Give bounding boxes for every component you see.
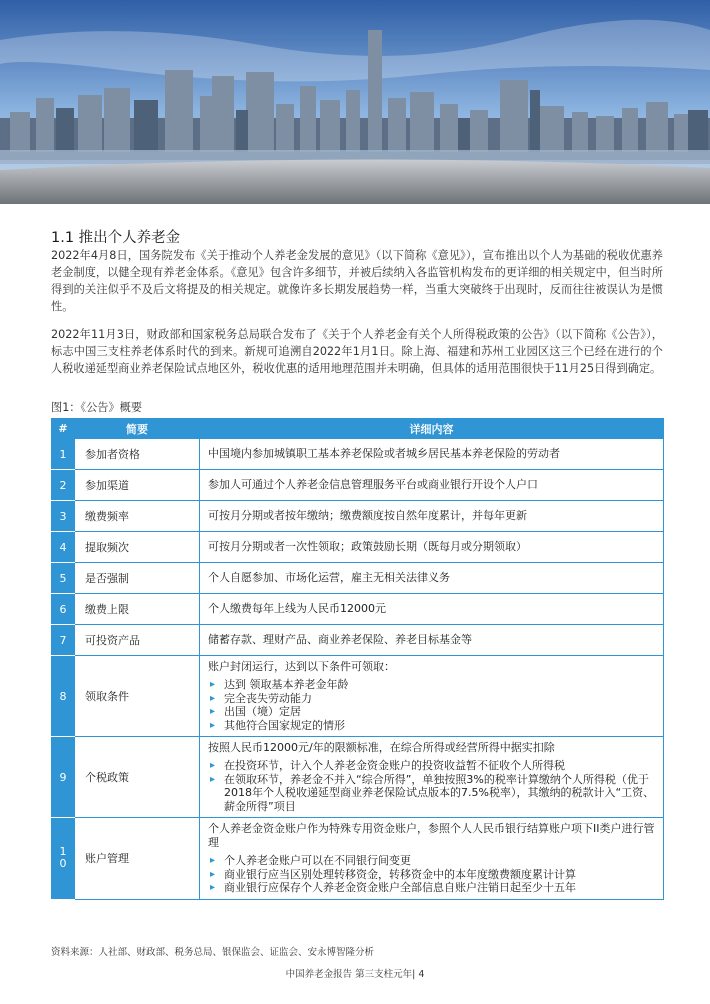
row-number: 6	[52, 594, 75, 625]
row-number	[52, 818, 75, 900]
row-summary: 参加渠道	[75, 470, 200, 501]
row-summary: 可投资产品	[75, 625, 200, 656]
row-summary: 个税政策	[75, 737, 200, 818]
row-summary: 参加者资格	[75, 439, 200, 470]
row-detail	[200, 737, 664, 818]
row-number: 7	[52, 625, 75, 656]
row-detail: 个人自愿参加、市场化运营，雇主无相关法律义务	[200, 563, 664, 594]
detail-lead: 按照人民币12000元/年的限额标准，在综合所得或经营所得中据实扣除	[208, 741, 555, 754]
list-item: ▸ 达到 领取基本养老金年龄	[208, 678, 655, 692]
table-row	[52, 439, 664, 470]
list-item: ▸ 商业银行应保存个人养老金资金账户全部信息自账户注销日起至少十五年	[208, 881, 655, 895]
list-item: ▸ 个人养老金账户可以在不同银行间变更	[208, 854, 655, 868]
column-header-summary: 简要	[75, 419, 200, 439]
page-footer: 中国养老金报告 第三支柱元年| 4	[285, 969, 425, 980]
row-number: 2	[52, 470, 75, 501]
row-number: 4	[52, 532, 75, 563]
list-item: ▸ 其他符合国家规定的情形	[208, 719, 655, 733]
list-item: ▸ 商业银行应当区别处理转移资金，转移资金中的本年度缴费额度累计计算	[208, 868, 655, 882]
table-row	[52, 594, 664, 625]
row-number: 9	[52, 737, 75, 818]
row-number: 1	[52, 439, 75, 470]
row-detail: 可按月分期或者一次性领取；政策鼓励长期（既每月或分期领取）	[200, 532, 664, 563]
table-row	[52, 532, 664, 563]
table-row	[52, 818, 664, 900]
detail-lead: 账户封闭运行，达到以下条件可领取：	[208, 660, 395, 673]
list-item: ▸ 在投资环节，计入个人养老金资金账户的投资收益暂不征收个人所得税	[208, 759, 655, 773]
table-row	[52, 470, 664, 501]
table-row	[52, 563, 664, 594]
row-summary: 是否强制	[75, 563, 200, 594]
figure-caption: 图1：《公告》概要	[51, 401, 143, 414]
city-skyline-banner	[0, 0, 710, 204]
bullet-list	[208, 759, 655, 813]
paragraph-announcement: 2022年11月3日，财政部和国家税务总局联合发布了《关于个人养老金有关个人所得税政策的公告》（以下简称《公告》），标志中国三支柱养老体系时代的到来。新规可追溯自2022年1月1日。除上海、福建和苏州工业园区这三个已经在进行的个人税收递延型商业养老保险试点地区外，税收优惠的适用地理范围并未明确，但具体的适用范围很快于11月25日得到确定。	[51, 328, 663, 375]
row-summary: 领取条件	[75, 656, 200, 737]
row-detail: 参加人可通过个人养老金信息管理服务平台或商业银行开设个人户口	[200, 470, 664, 501]
table-row	[52, 737, 664, 818]
row-summary: 提取频次	[75, 532, 200, 563]
summary-table	[51, 418, 664, 900]
list-item: ▸ 完全丧失劳动能力	[208, 692, 655, 706]
row-detail	[200, 818, 664, 900]
row-summary: 缴费频率	[75, 501, 200, 532]
bullet-list	[208, 854, 655, 895]
row-detail	[200, 656, 664, 737]
table-row	[52, 501, 664, 532]
row-number-digit: 0	[59, 857, 67, 871]
row-detail: 个人缴费每年上线为人民币12000元	[200, 594, 664, 625]
column-header-detail: 详细内容	[200, 419, 664, 439]
table-row	[52, 656, 664, 737]
detail-lead: 个人养老金资金账户作为特殊专用资金账户，参照个人人民币银行结算账户项下II类户进行管理	[208, 822, 655, 849]
row-summary: 缴费上限	[75, 594, 200, 625]
section-heading: 1.1 推出个人养老金	[51, 230, 181, 246]
row-summary: 账户管理	[75, 818, 200, 900]
row-number: 5	[52, 563, 75, 594]
list-item: ▸ 在领取环节，养老金不并入“综合所得”，单独按照3%的税率计算缴纳个人所得税（优于2018年个人税收递延型商业养老保险试点版本的7.5%税率），其缴纳的税款计入“工资、薪金所得”项目	[208, 773, 655, 814]
row-number: 3	[52, 501, 75, 532]
list-item: ▸ 出国（境）定居	[208, 705, 655, 719]
row-detail: 储蓄存款、理财产品、商业养老保险、养老目标基金等	[200, 625, 664, 656]
paragraph-intro: 2022年4月8日，国务院发布《关于推动个人养老金发展的意见》（以下简称《意见》），宣布推出以个人为基础的税收优惠养老金制度，以健全现有养老金体系。《意见》包含许多细节，并被后续纳入各监管机构发布的更详细的相关规定中，但当时所得到的关注似乎不及后文将提及的相关规定。就像许多长期发展趋势一样，当重大突破终于出现时，反而往往被误认为是惯性。	[51, 249, 663, 313]
row-number-digit: 1	[59, 845, 67, 859]
source-note: 资料来源：人社部、财政部、税务总局、银保监会、证监会、安永博智隆分析	[51, 947, 375, 958]
row-number: 8	[52, 656, 75, 737]
table-row	[52, 625, 664, 656]
table-header-row	[52, 419, 664, 439]
row-detail: 可按月分期或者按年缴纳；缴费额度按自然年度累计，并每年更新	[200, 501, 664, 532]
bullet-list	[208, 678, 655, 732]
column-header-number: #	[52, 419, 75, 439]
row-detail: 中国境内参加城镇职工基本养老保险或者城乡居民基本养老保险的劳动者	[200, 439, 664, 470]
